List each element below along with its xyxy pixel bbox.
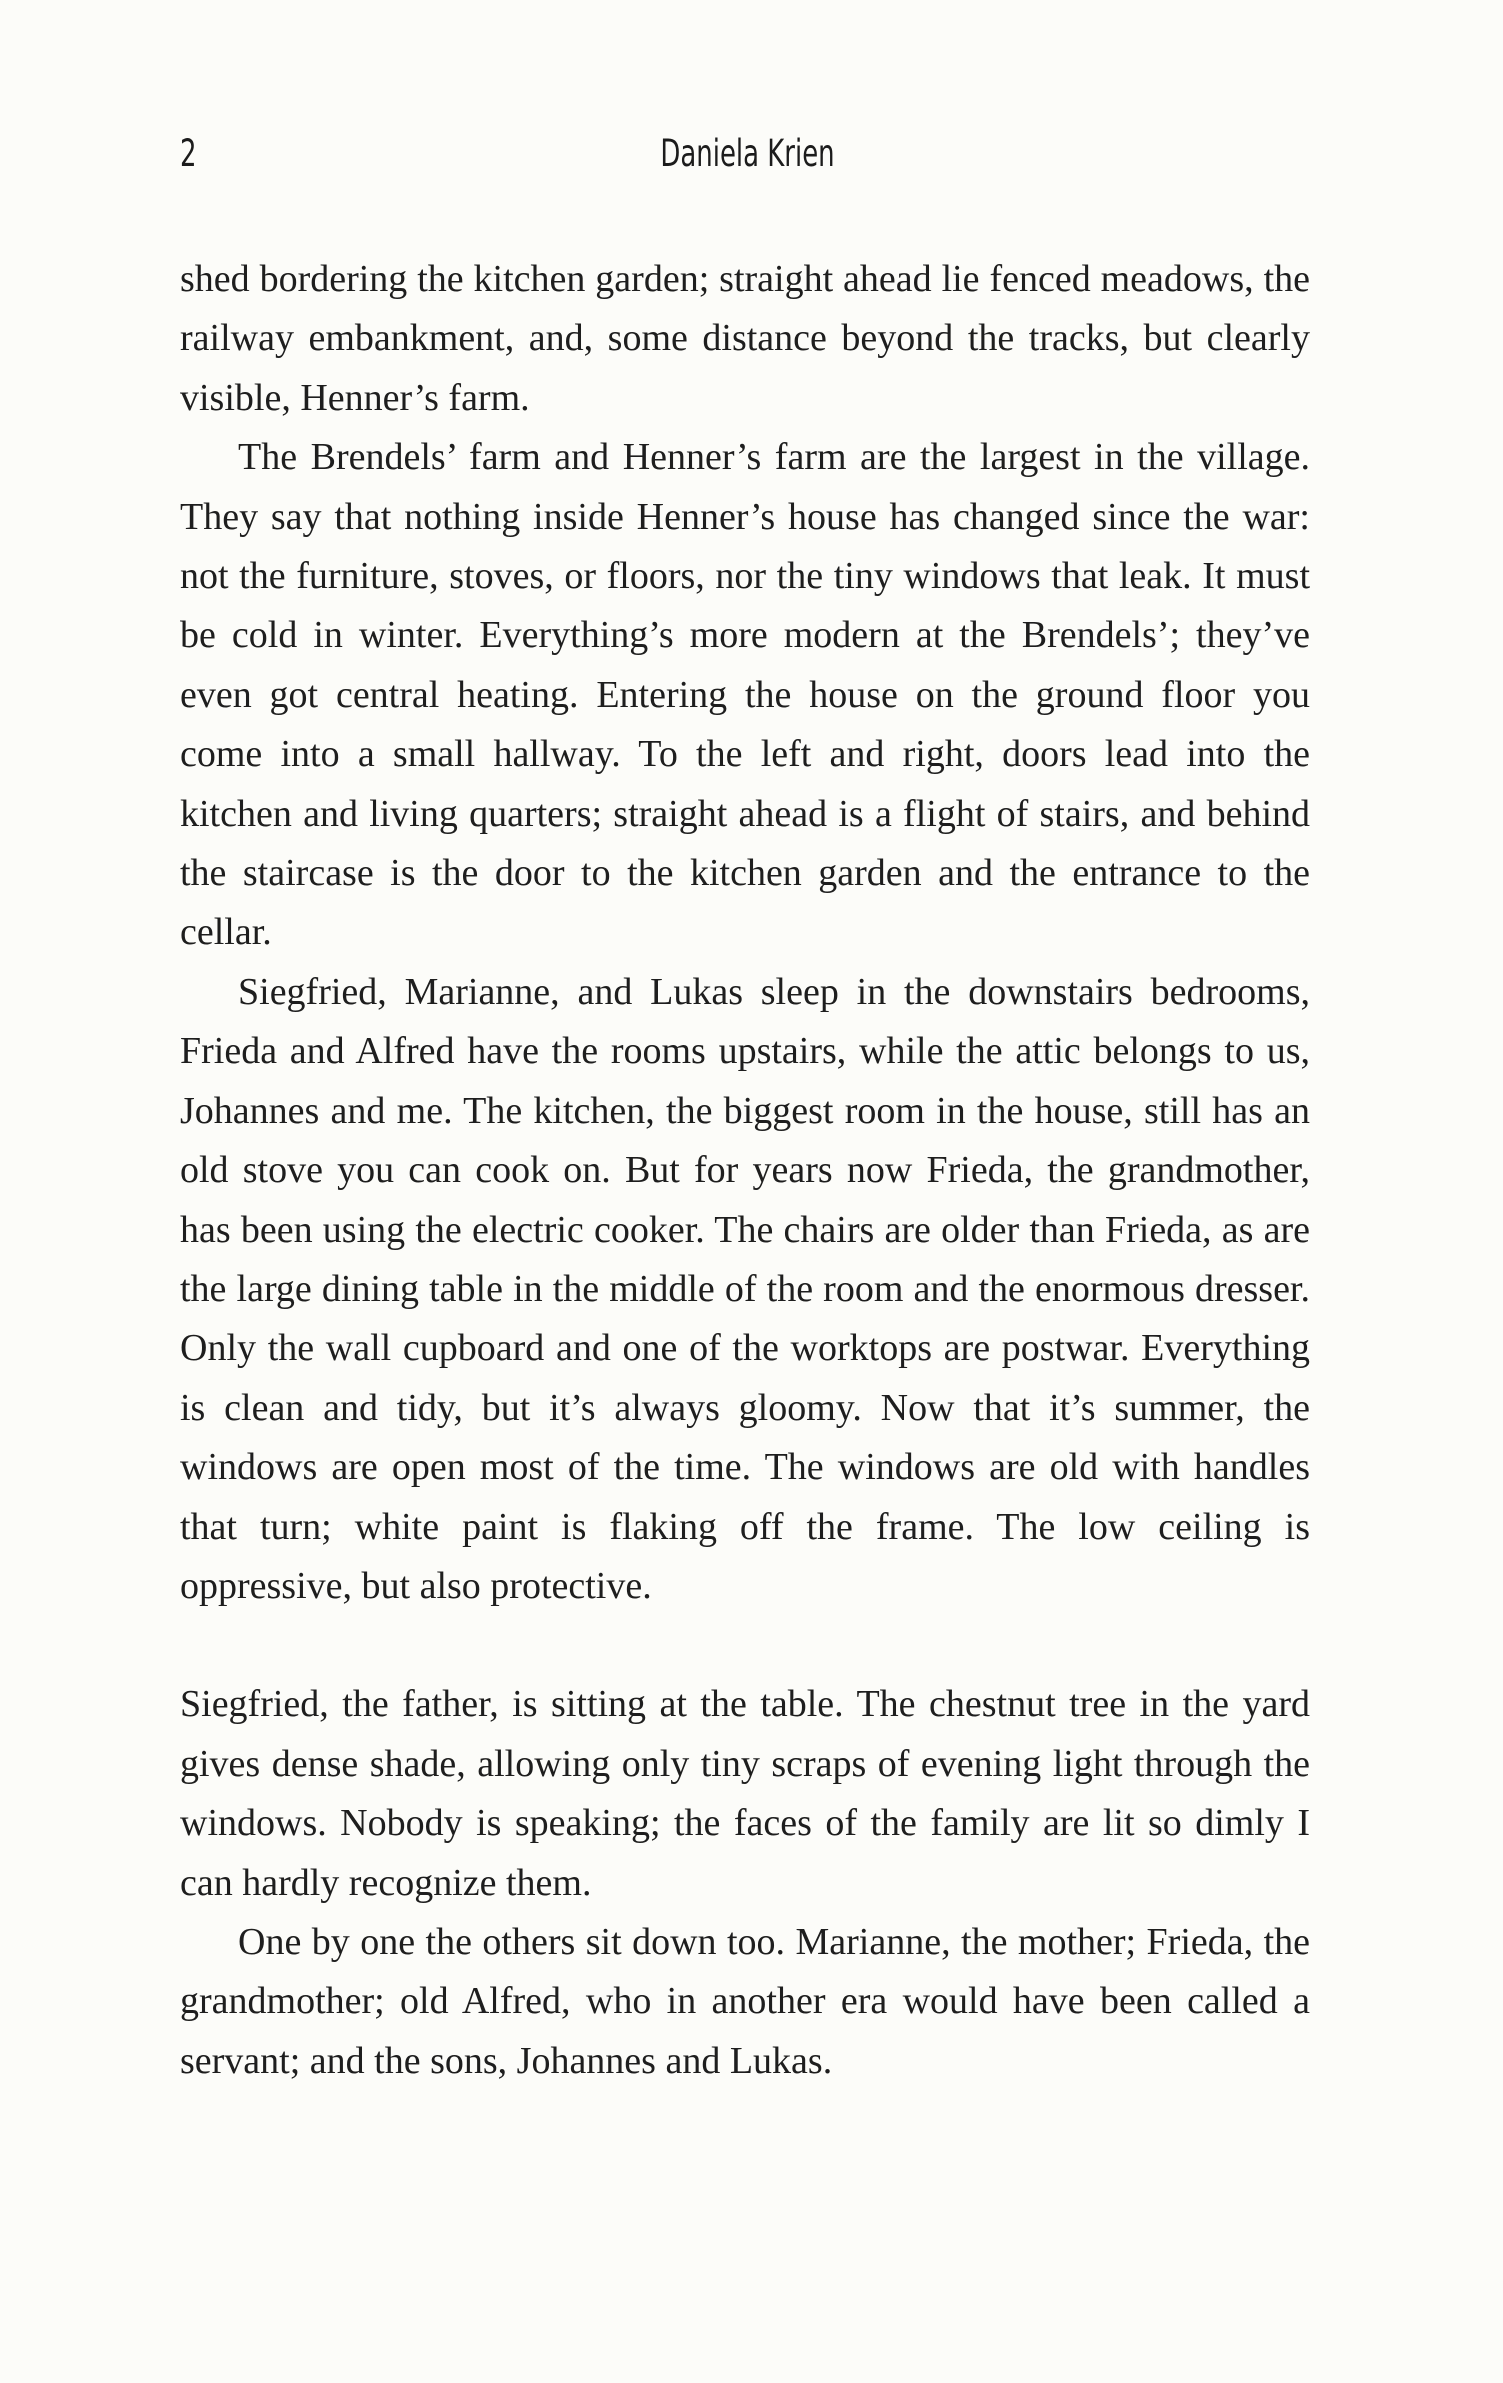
paragraph-continued: shed bordering the kitchen garden; straight ahead lie fenced meadows, the railway embankment, and, some distance beyond the tracks, but clearly visible, Henner’s farm. — [180, 258, 1310, 419]
page-number: 2 — [180, 132, 197, 175]
paragraph: Siegfried, Marianne, and Lukas sleep in the downstairs bedrooms, Frieda and Alfred have the rooms upstairs, while the attic belongs to us, Johannes and me. The kitchen, the biggest room in the house, still has an old stove you can cook on. But for years now Frieda, the grandmother, has been using the electric cooker. The chairs are older than Frieda, as are the large dining table in the middle of the room and the enormous dresser. Only the wall cupboard and one of the worktops are postwar. Everything is clean and tidy, but it’s always gloomy. Now that it’s summer, the windows are open most of the time. The windows are old with handles that turn; white paint is flaking off the frame. The low ceiling is oppressive, but also protective. — [180, 970, 1310, 1607]
paragraph: The Brendels’ farm and Henner’s farm are the largest in the village. They say that nothing inside Henner’s house has changed since the war: not the furniture, stoves, or floors, nor the tiny windows that leak. It must be cold in winter. Everything’s more modern at the Brendels’; they’ve even got central heating. Entering the house on the ground floor you come into a small hallway. To the left and right, doors lead into the kitchen and living quarters; straight ahead is a flight of stairs, and behind the staircase is the door to the kitchen garden and the entrance to the cellar. — [180, 436, 1310, 954]
body-text — [180, 250, 1310, 2091]
page-header — [180, 132, 1315, 202]
paragraph: One by one the others sit down too. Marianne, the mother; Frieda, the grandmother; old Alfred, who in another era would have been called a servant; and the sons, Johannes and Lukas. — [180, 1920, 1310, 2082]
running-head-author: Daniela Krien — [660, 132, 835, 175]
paragraph-section-start: Siegfried, the father, is sitting at the table. The chestnut tree in the yard gives dense shade, allowing only tiny scraps of evening light through the windows. Nobody is speaking; the faces of the family are lit so dimly I can hardly recognize them. — [180, 1683, 1310, 1904]
